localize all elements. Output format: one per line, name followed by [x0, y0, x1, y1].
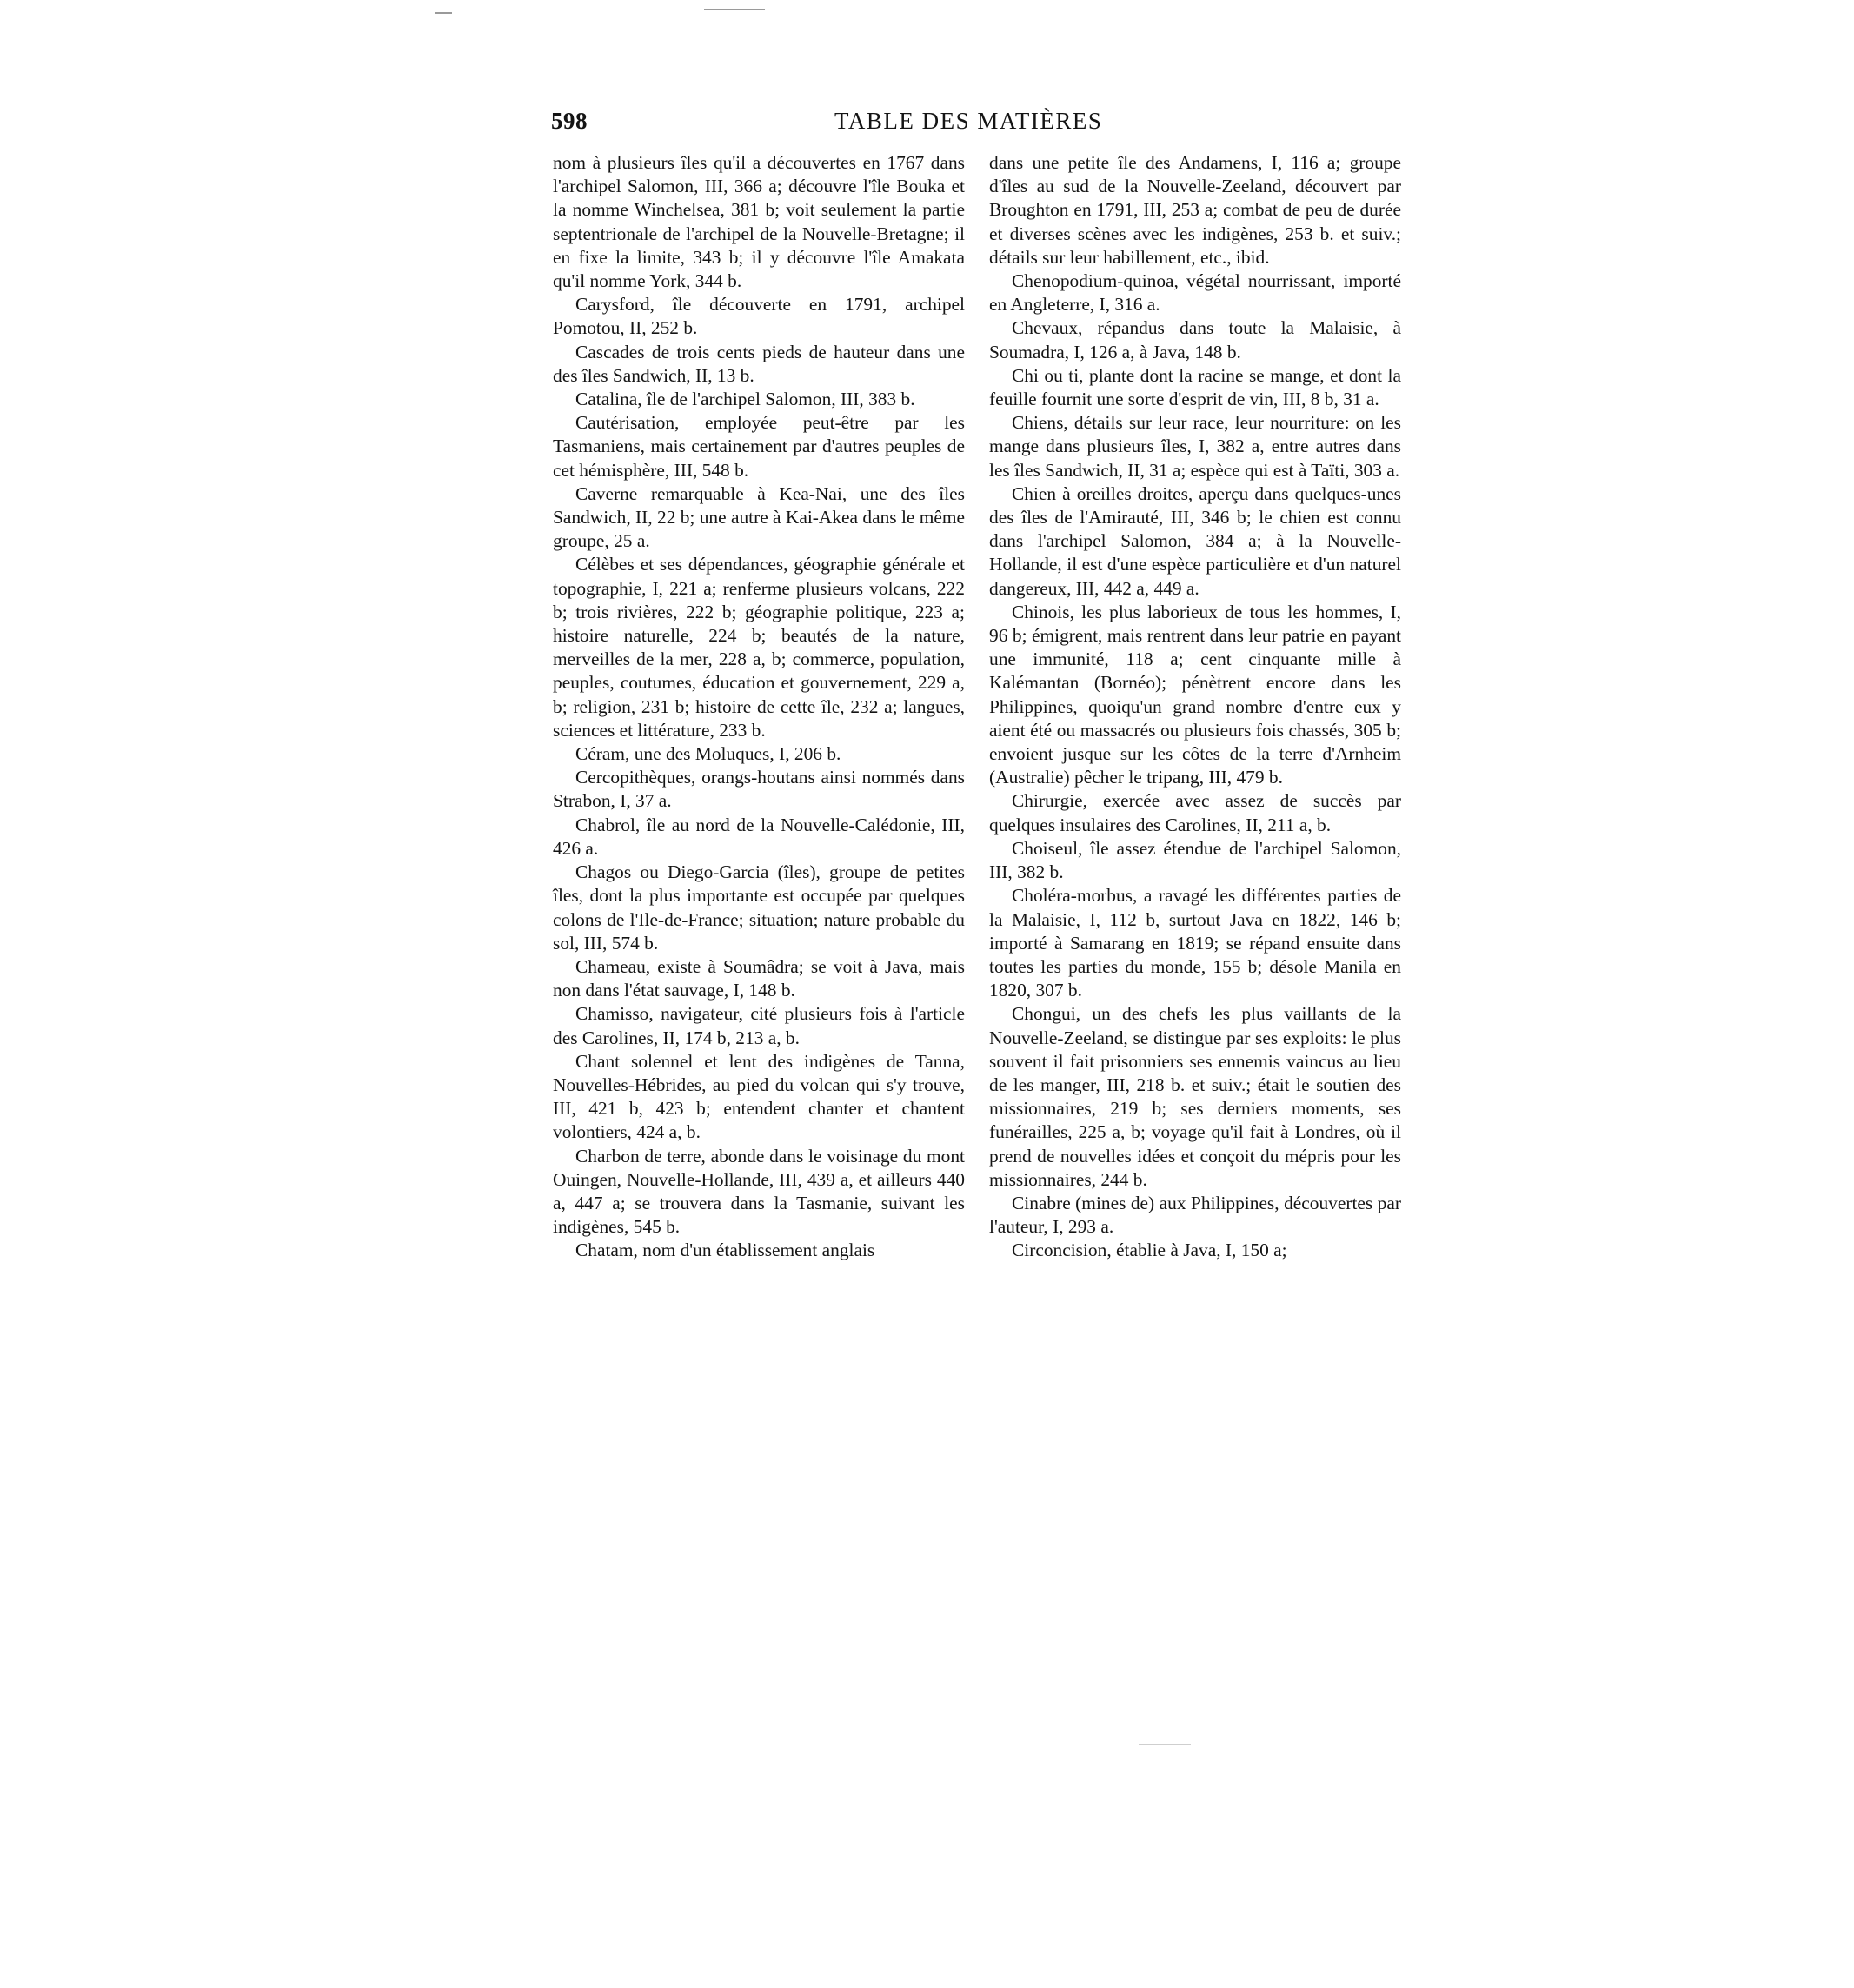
index-entry: Chameau, existe à Soumâdra; se voit à Java, mais non dans l'état sauvage, I, 148 b. [553, 955, 965, 1001]
index-entry: nom à plusieurs îles qu'il a découvertes en 1767 dans l'archipel Salomon, III, 366 a; découvre l'île Bouka et la nomme Winchelsea, 381 b; voit seulement la partie septentrionale de l'archipel de la Nouvelle-Bretagne; il en fixe la limite, 343 b; il y découvre l'île Amakata qu'il nomme York, 344 b. [553, 152, 965, 292]
index-entry: Carysford, île découverte en 1791, archipel Pomotou, II, 252 b. [553, 294, 965, 339]
index-entry: Célèbes et ses dépendances, géographie générale et topographie, I, 221 a; renferme plusieurs volcans, 222 b; trois rivières, 222 b; géographie politique, 223 a; histoire naturelle, 224 b; beautés de la nature, merveilles de la mer, 228 a, b; commerce, population, peuples, coutumes, éducation et gouvernement, 229 a, b; religion, 231 b; histoire de cette île, 232 a; langues, sciences et littérature, 233 b. [553, 554, 965, 741]
index-entry: Chinois, les plus laborieux de tous les hommes, I, 96 b; émigrent, mais rentrent dans leur patrie en payant une immunité, 118 a; cent cinquante mille à Kalémantan (Bornéo); pénètrent encore dans les Philippines, quoiqu'un grand nombre d'entre eux y aient été ou massacrés ou plusieurs fois chassés, 305 b; envoient jusque sur les côtes de la terre d'Arnheim (Australie) pêcher le tripang, III, 479 b. [989, 601, 1401, 788]
index-entry: dans une petite île des Andamens, I, 116 a; groupe d'îles au sud de la Nouvelle-Zeeland, découvert par Broughton en 1791, III, 253 a; combat de peu de durée et diverses scènes avec les indigènes, 253 b. et suiv.; détails sur leur habillement, etc., ibid. [989, 152, 1401, 268]
index-entry: Chien à oreilles droites, aperçu dans quelques-unes des îles de l'Amirauté, III, 346 b; le chien est connu dans l'archipel Salomon, 384 a; à la Nouvelle-Hollande, il est d'une espèce particulière et d'un naturel dangereux, III, 442 a, 449 a. [989, 482, 1401, 599]
scan-artifact-line [1139, 1744, 1191, 1745]
index-entry: Chongui, un des chefs les plus vaillants de la Nouvelle-Zeeland, se distingue par ses exploits: le plus souvent il fait prisonniers ses ennemis vaincus au lieu de les manger, III, 218 b. et suiv.; était le soutien des missionnaires, 219 b; ses derniers moments, ses funérailles, 225 a, b; voyage qu'il fait à Londres, où il prend de nouvelles idées et conçoit du mépris pour les missionnaires, 244 b. [989, 1003, 1401, 1190]
index-entry: Cercopithèques, orangs-houtans ainsi nommés dans Strabon, I, 37 a. [553, 767, 965, 812]
index-entry: Cautérisation, employée peut-être par les Tasmaniens, mais certainement par d'autres peuples de cet hémisphère, III, 548 b. [553, 412, 965, 481]
index-entry: Charbon de terre, abonde dans le voisinage du mont Ouingen, Nouvelle-Hollande, III, 439 a, et ailleurs 440 a, 447 a; se trouvera dans la Tasmanie, suivant les indigènes, 545 b. [553, 1145, 965, 1238]
index-entry: Chirurgie, exercée avec assez de succès par quelques insulaires des Carolines, II, 211 a, b. [989, 790, 1401, 835]
scan-artifact-line [704, 9, 765, 10]
index-entry: Chiens, détails sur leur race, leur nourriture: on les mange dans plusieurs îles, I, 382 a, entre autres dans les îles Sandwich, II, 31 a; espèce qui est à Taïti, 303 a. [989, 412, 1401, 481]
index-entry: Choiseul, île assez étendue de l'archipel Salomon, III, 382 b. [989, 837, 1401, 883]
index-entry: Chatam, nom d'un établissement anglais [575, 1240, 875, 1261]
index-entry: Chamisso, navigateur, cité plusieurs fois à l'article des Carolines, II, 174 b, 213 a, b. [553, 1003, 965, 1048]
index-entry: Chagos ou Diego-Garcia (îles), groupe de petites îles, dont la plus importante est occupée par quelques colons de l'Ile-de-France; situation; nature probable du sol, III, 574 b. [553, 861, 965, 954]
book-page [546, 103, 1401, 1261]
page-header [546, 103, 1103, 151]
index-entry: Chenopodium-quinoa, végétal nourrissant, importé en Angleterre, I, 316 a. [989, 270, 1401, 316]
running-title: TABLE DES MATIÈRES [834, 108, 1103, 134]
index-entry: Catalina, île de l'archipel Salomon, III, 383 b. [575, 389, 915, 410]
index-entry: Circoncision, établie à Java, I, 150 a; [1012, 1240, 1287, 1261]
right-column [989, 151, 1401, 1263]
index-entry: Chant solennel et lent des indigènes de Tanna, Nouvelles-Hébrides, au pied du volcan qui s'y trouve, III, 421 b, 423 b; entendent chanter et chantent volontiers, 424 a, b. [553, 1050, 965, 1143]
index-entry: Chevaux, répandus dans toute la Malaisie, à Soumadra, I, 126 a, à Java, 148 b. [989, 317, 1401, 362]
scan-artifact-line [435, 12, 452, 14]
index-entry: Caverne remarquable à Kea-Nai, une des îles Sandwich, II, 22 b; une autre à Kai-Akea dans le même groupe, 25 a. [553, 482, 965, 552]
index-entry: Choléra-morbus, a ravagé les différentes parties de la Malaisie, I, 112 b, surtout Java en 1822, 146 b; importé à Samarang en 1819; se répand ensuite dans toutes les parties du monde, 155 b; désole Manila en 1820, 307 b. [989, 885, 1401, 1001]
page-number: 598 [551, 108, 588, 134]
index-entry: Cinabre (mines de) aux Philippines, découvertes par l'auteur, I, 293 a. [989, 1192, 1401, 1238]
left-column [553, 151, 965, 1263]
index-entry: Cascades de trois cents pieds de hauteur dans une des îles Sandwich, II, 13 b. [553, 341, 965, 386]
index-entry: Céram, une des Moluques, I, 206 b. [575, 743, 841, 765]
index-entry: Chabrol, île au nord de la Nouvelle-Calédonie, III, 426 a. [553, 814, 965, 859]
index-entry: Chi ou ti, plante dont la racine se mange, et dont la feuille fournit une sorte d'esprit de vin, III, 8 b, 31 a. [989, 364, 1401, 410]
